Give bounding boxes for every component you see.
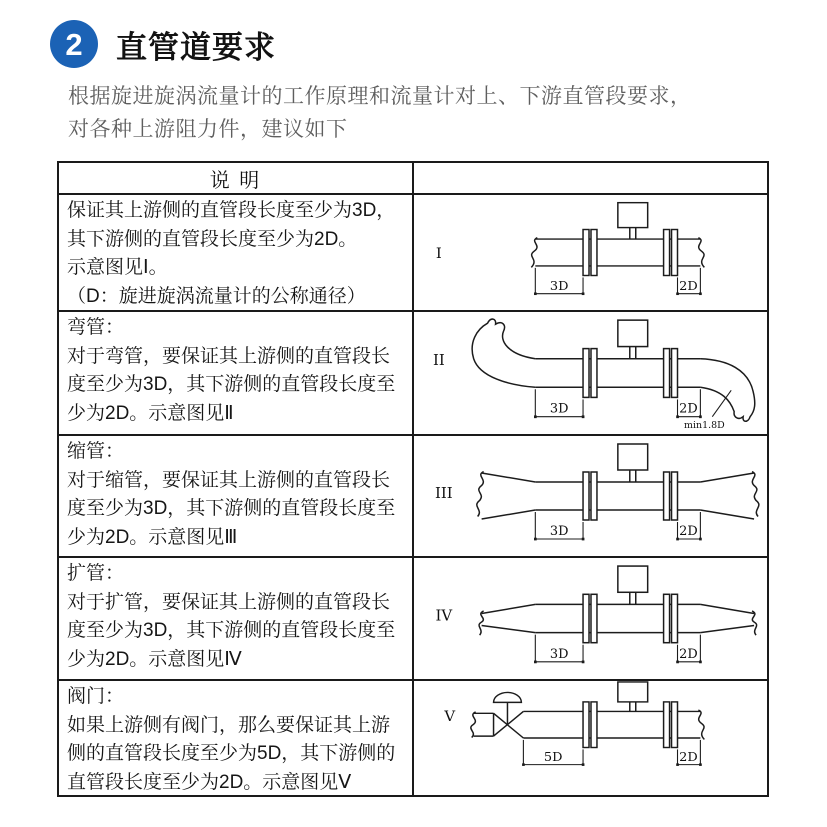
pipe-break-icon (479, 611, 484, 635)
pipe-break-icon (698, 238, 704, 268)
flange-icon (591, 349, 597, 398)
desc-line: 保证其上游侧的直管段长度至少为3D， (67, 200, 396, 221)
diagram-straight-pipe (414, 195, 767, 310)
desc-line: 对于缩管，要保证其上游侧的直管段长 (67, 469, 391, 491)
dimension-label-downstream: 2D (679, 278, 698, 293)
table-header-cell: 说 明 (59, 163, 414, 193)
taper-line (700, 604, 754, 613)
desc-line: 对于扩管，要保证其上游侧的直管段长 (67, 591, 391, 613)
bend-radius-note: min1.8D (684, 419, 725, 431)
flange-icon (583, 472, 589, 520)
flange-icon (672, 230, 678, 276)
taper-line (482, 626, 536, 633)
flange-icon (583, 230, 589, 276)
valve-icon (471, 692, 524, 738)
diagram-valve-pipe (414, 681, 767, 795)
intro-paragraph (68, 80, 692, 146)
flange-icon (672, 702, 678, 748)
roman-numeral-label: V (444, 708, 456, 725)
flange-icon (664, 472, 670, 520)
desc-line: 度至少为3D，其下游侧的直管段长度至 (67, 374, 396, 395)
desc-line: （D：旋进旋涡流量计的公称通径） (67, 285, 366, 307)
desc-line: 阀门： (67, 686, 125, 707)
pipe (531, 203, 704, 276)
flange-icon (583, 349, 589, 398)
pipe (479, 566, 757, 643)
valve-handle-icon (494, 692, 522, 702)
desc-line: 对于弯管，要保证其上游侧的直管段长 (67, 345, 391, 367)
desc-line: 少为2D。示意图见Ⅳ (67, 648, 242, 670)
dimension-label-upstream: 3D (549, 646, 569, 662)
pipe-break-icon (752, 472, 759, 517)
dimension-label-downstream: 2D (679, 749, 698, 764)
intro-line-2: 对各种上游阻力件，建议如下 (68, 118, 348, 141)
flange-icon (664, 349, 670, 398)
roman-numeral-label: IV (435, 606, 453, 625)
diagram-elbow-pipe (414, 312, 767, 434)
roman-numeral-label: II (432, 350, 445, 369)
diagram-reducer-pipe (414, 436, 767, 556)
flange-icon (591, 702, 597, 748)
dimension-label-upstream: 5D (543, 749, 563, 764)
flange-icon (664, 702, 670, 748)
taper-line (482, 604, 536, 613)
diagram-cell (414, 681, 767, 795)
table-row (59, 195, 767, 312)
flange-icon (591, 472, 597, 520)
pipe (477, 444, 759, 520)
table-row (59, 436, 767, 558)
desc-line: 弯管： (67, 317, 125, 338)
desc-line: 少为2D。示意图见Ⅱ (67, 402, 234, 424)
pipe-break-icon (477, 472, 484, 517)
description-cell (59, 436, 414, 556)
flange-icon (664, 594, 670, 642)
table-header-row (59, 163, 767, 195)
description-cell (59, 558, 414, 679)
diagram-cell (414, 436, 767, 556)
flange-icon (664, 230, 670, 276)
desc-line: 度至少为3D，其下游侧的直管段长度至 (67, 498, 396, 519)
diagram-cell (414, 195, 767, 310)
dimension-label-downstream: 2D (679, 646, 698, 662)
desc-line: 其下游侧的直管段长度至少为2D。 (67, 228, 358, 250)
meter-head-icon (618, 203, 648, 228)
flange-icon (583, 594, 589, 642)
roman-numeral-label: I (435, 245, 442, 263)
intro-line-1: 根据旋进旋涡流量计的工作原理和流量计对上、下游直管段要求， (68, 85, 692, 108)
desc-line: 直管段长度至少为2D。示意图见Ⅴ (67, 771, 352, 793)
desc-line: 缩管： (67, 441, 125, 462)
elbow-upstream-icon (472, 319, 535, 387)
pipe-break-icon (471, 712, 476, 738)
pipe-break-icon (752, 611, 757, 635)
pipe (523, 682, 704, 748)
diagram-cell (414, 312, 767, 434)
requirements-table (57, 161, 769, 797)
table-row (59, 558, 767, 681)
desc-line: 示意图见Ⅰ。 (67, 257, 168, 278)
page-title: 直管道要求 (116, 29, 276, 65)
meter-head-icon (618, 566, 648, 592)
taper-line (700, 626, 754, 633)
section-header (50, 20, 276, 68)
roman-numeral-label: III (435, 483, 453, 503)
table-header-cell-empty (414, 163, 767, 193)
dimension-label-upstream: 3D (549, 278, 569, 293)
meter-head-icon (618, 320, 648, 346)
meter-head-icon (618, 444, 648, 470)
taper-line (482, 510, 536, 519)
diagram-expander-pipe (414, 558, 767, 679)
dimension-label-upstream: 3D (549, 401, 569, 417)
description-cell (59, 195, 414, 310)
dimension-label-downstream: 2D (679, 401, 698, 417)
dimension-label-upstream: 3D (549, 523, 569, 540)
description-cell (59, 312, 414, 434)
desc-line: 少为2D。示意图见Ⅲ (67, 526, 238, 548)
flange-icon (672, 349, 678, 398)
description-cell (59, 681, 414, 795)
flange-icon (591, 230, 597, 276)
flange-icon (672, 594, 678, 642)
flange-icon (591, 594, 597, 642)
flange-icon (672, 472, 678, 520)
pipe (472, 319, 755, 421)
taper-line (482, 473, 536, 482)
flange-icon (583, 702, 589, 748)
desc-line: 侧的直管段长度至少为5D，其下游侧的 (67, 743, 396, 764)
desc-line: 扩管： (67, 563, 125, 584)
desc-line: 如果上游侧有阀门，那么要保证其上游 (67, 714, 391, 736)
taper-line (700, 510, 754, 519)
dimension-label-downstream: 2D (679, 523, 698, 540)
diagram-cell (414, 558, 767, 679)
desc-line: 度至少为3D，其下游侧的直管段长度至 (67, 620, 396, 641)
meter-head-icon (618, 682, 648, 702)
section-number-badge: 2 (50, 20, 98, 68)
table-row (59, 681, 767, 795)
pipe-break-icon (698, 710, 704, 739)
taper-line (700, 473, 754, 482)
table-row (59, 312, 767, 436)
pipe-break-icon (531, 238, 537, 268)
elbow-downstream-icon (700, 359, 754, 422)
